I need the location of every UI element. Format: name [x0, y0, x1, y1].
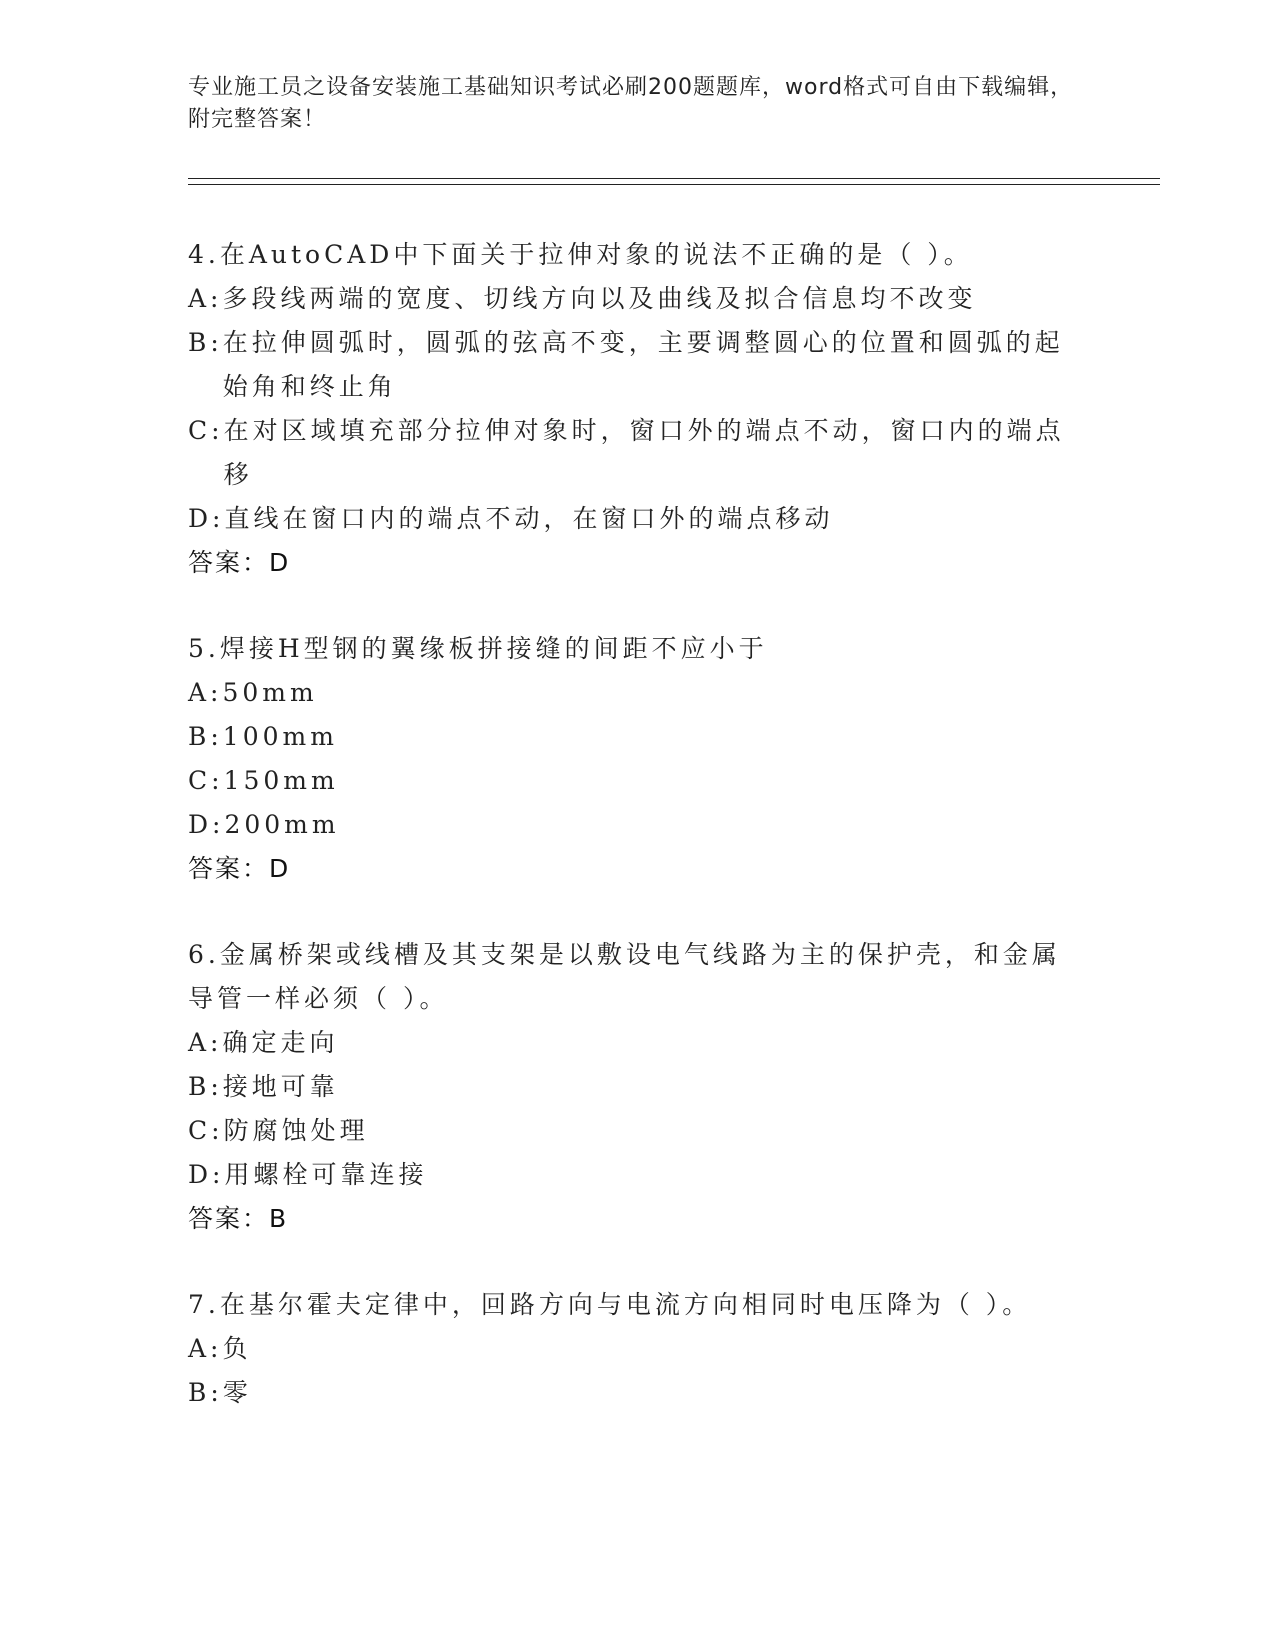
question-stem: 4.在AutoCAD中下面关于拉伸对象的说法不正确的是（ ）。	[188, 240, 973, 269]
option-key: B:	[188, 1378, 223, 1407]
option-text: 确定走向	[222, 1028, 339, 1057]
option-text: 在对区域填充部分拉伸对象时，窗口外的端点不动，窗口内的端点移	[223, 416, 1065, 489]
question-block	[188, 933, 1088, 1241]
option-key: C:	[188, 416, 224, 445]
option-key: B:	[188, 1072, 223, 1101]
answer-option	[188, 409, 1088, 497]
answer-option	[188, 803, 1088, 847]
answer-option	[188, 671, 1088, 715]
answer-line: 答案：D	[188, 854, 291, 883]
answer-option	[188, 1327, 1088, 1371]
option-key: B:	[188, 722, 223, 751]
option-text: 150mm	[223, 766, 339, 795]
answer-option	[188, 715, 1088, 759]
header-divider-top	[188, 178, 1160, 179]
question-block	[188, 627, 1088, 891]
option-text: 50mm	[222, 678, 318, 707]
answer-option	[188, 1021, 1088, 1065]
option-key: A:	[188, 1334, 223, 1363]
option-key: C:	[188, 766, 224, 795]
answer-option	[188, 321, 1088, 409]
answer-option	[188, 1371, 1088, 1415]
option-text: 负	[222, 1334, 252, 1363]
option-text: 用螺栓可靠连接	[224, 1160, 428, 1189]
option-key: A:	[188, 678, 223, 707]
question-list	[188, 233, 1088, 1457]
question-stem: 7.在基尔霍夫定律中，回路方向与电流方向相同时电压降为（ ）。	[188, 1290, 1032, 1319]
answer-option	[188, 1109, 1088, 1153]
option-text: 接地可靠	[222, 1072, 339, 1101]
question-block	[188, 1283, 1088, 1415]
header-divider-bottom	[188, 184, 1160, 185]
option-text: 防腐蚀处理	[223, 1116, 369, 1145]
option-text: 直线在窗口内的端点不动，在窗口外的端点移动	[224, 504, 834, 533]
option-text: 零	[222, 1378, 252, 1407]
option-key: D:	[188, 810, 225, 839]
option-key: C:	[188, 1116, 224, 1145]
option-key: D:	[188, 504, 225, 533]
option-text: 多段线两端的宽度、切线方向以及曲线及拟合信息均不改变	[222, 284, 977, 313]
option-key: B:	[188, 328, 223, 357]
option-key: A:	[188, 284, 223, 313]
question-block	[188, 233, 1088, 585]
option-key: D:	[188, 1160, 225, 1189]
answer-option	[188, 1065, 1088, 1109]
answer-line: 答案：B	[188, 1204, 289, 1233]
question-stem: 6.金属桥架或线槽及其支架是以敷设电气线路为主的保护壳，和金属导管一样必须（ ）。	[188, 940, 1061, 1013]
option-key: A:	[188, 1028, 223, 1057]
question-stem: 5.焊接H型钢的翼缘板拼接缝的间距不应小于	[188, 634, 768, 663]
answer-line: 答案：D	[188, 548, 291, 577]
answer-option	[188, 497, 1088, 541]
answer-option	[188, 277, 1088, 321]
answer-option	[188, 1153, 1088, 1197]
option-text: 200mm	[224, 810, 340, 839]
document-header: 专业施工员之设备安装施工基础知识考试必刷200题题库，word格式可自由下载编辑，附完整答案！	[188, 75, 1074, 132]
option-text: 在拉伸圆弧时，圆弧的弦高不变，主要调整圆心的位置和圆弧的起始角和终止角	[222, 328, 1064, 401]
option-text: 100mm	[222, 722, 338, 751]
answer-option	[188, 759, 1088, 803]
